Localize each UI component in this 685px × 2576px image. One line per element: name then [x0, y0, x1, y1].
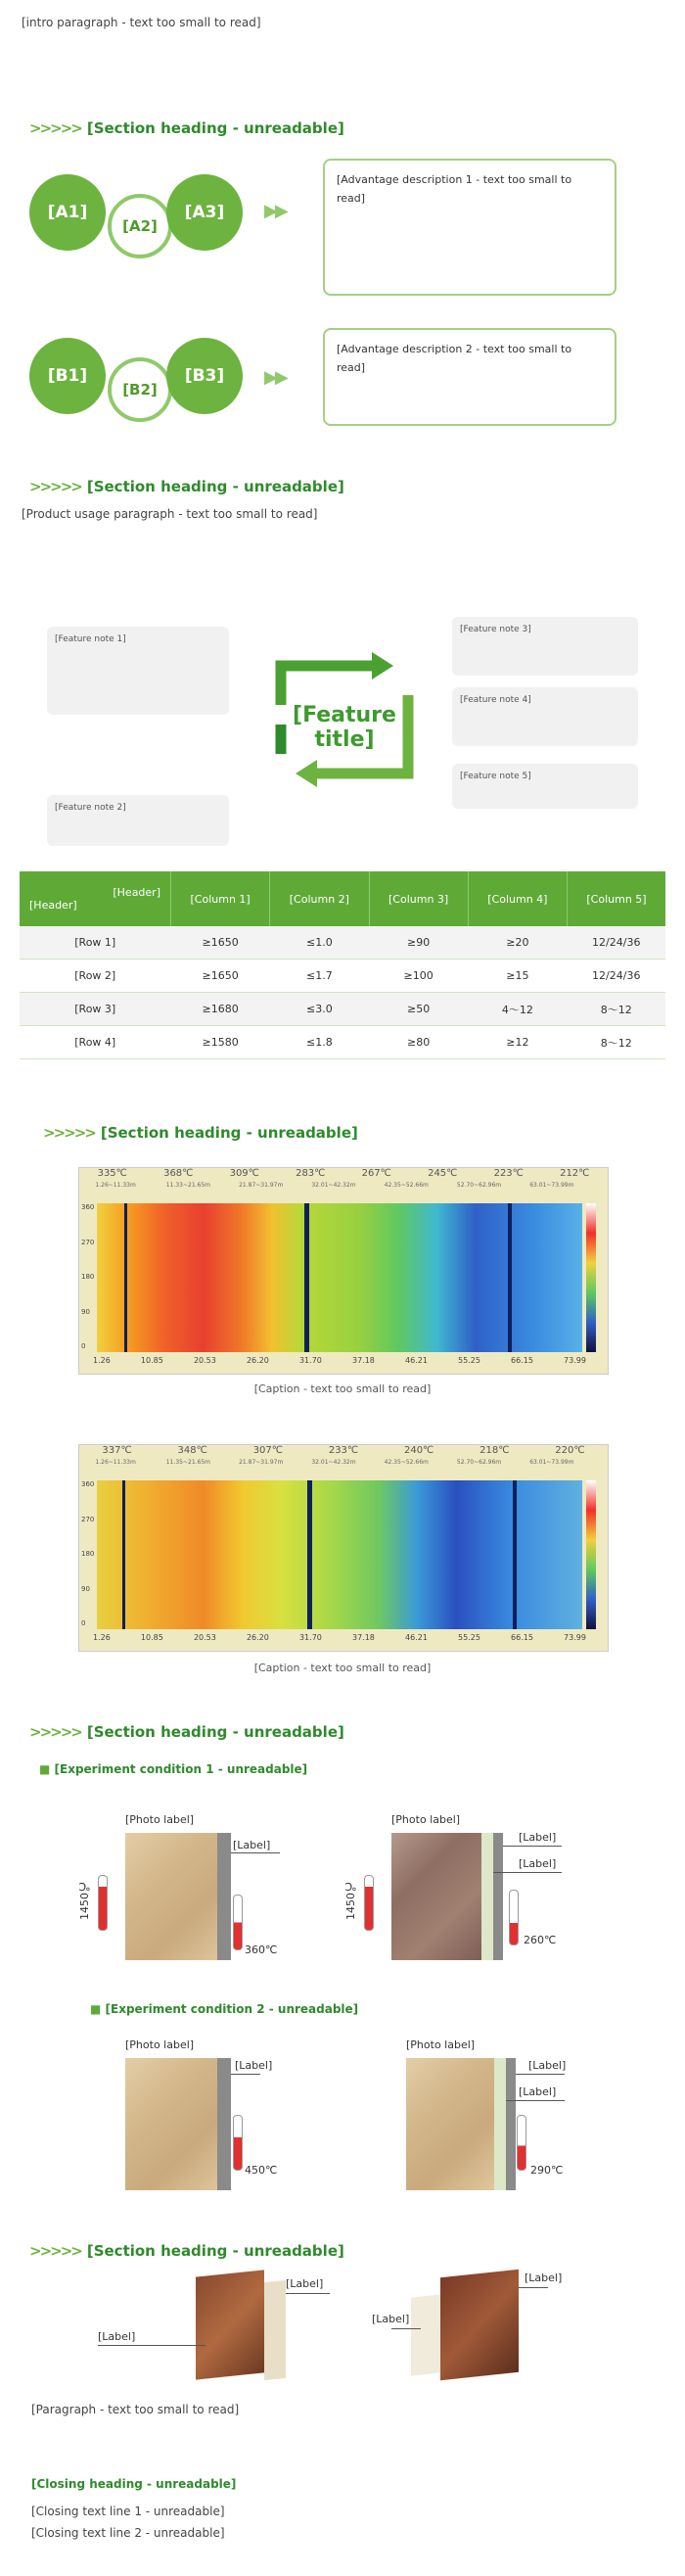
x-tick: 20.53 — [193, 1633, 216, 1642]
intro-paragraph: [intro paragraph - text too small to read] — [22, 16, 261, 29]
y-tick: 0 — [81, 1619, 86, 1627]
scan-ranges — [79, 1459, 588, 1466]
circle-mid-2: [B2] — [108, 357, 172, 422]
column-header: [Column 4] — [468, 871, 567, 926]
table-cell: ≥100 — [369, 960, 468, 993]
scan-range: 52.70~62.96m — [456, 1182, 502, 1189]
chevron-icon: >>>>> — [29, 1723, 81, 1741]
table-cell: [Row 1] — [20, 926, 171, 960]
label-shell: [Label] — [233, 1839, 271, 1851]
leader-line — [516, 2074, 565, 2075]
table-header-row — [20, 871, 665, 926]
table-cell: ≥50 — [369, 993, 468, 1026]
x-tick: 31.70 — [298, 1633, 322, 1642]
thermometer-icon — [364, 1875, 374, 1931]
circle-left-2: [B1] — [29, 338, 106, 414]
label-insulation: [Label] — [519, 2085, 557, 2098]
thermal-scan-2 — [78, 1444, 609, 1652]
shell-layer — [506, 2058, 516, 2190]
scan-caption-1: [Caption - text too small to read] — [253, 1382, 432, 1395]
feature-note-3: [Feature note 3] — [452, 617, 638, 676]
y-tick: 360 — [81, 1480, 95, 1488]
x-tick: 10.85 — [140, 1633, 163, 1642]
table-corner — [20, 871, 171, 926]
table-cell: ≤3.0 — [270, 993, 369, 1026]
section-title-text: [Section heading - unreadable] — [86, 2242, 344, 2260]
label-insulation: [Label] — [519, 1857, 557, 1870]
exp2-paragraph: [Paragraph - text too small to read] — [31, 2403, 240, 2416]
feature-note-1: [Feature note 1] — [47, 627, 229, 715]
circle-left-1: [A1] — [29, 174, 106, 251]
table-cell: ≥20 — [468, 926, 567, 960]
label-brick: [Label] — [525, 2272, 563, 2284]
advantage-box-1: [Advantage description 1 - text too small to read] — [323, 159, 616, 296]
table-cell: 8～12 — [568, 993, 666, 1026]
scan-y-axis — [81, 1203, 95, 1350]
section-title-advantages — [29, 119, 344, 137]
scan-temp: 220℃ — [555, 1445, 585, 1456]
temp-in-b: 1450℃ — [344, 1880, 357, 1920]
scan-temp: 307℃ — [252, 1445, 284, 1456]
shell-layer — [217, 1833, 231, 1960]
temp-out-c: 450℃ — [245, 2164, 278, 2177]
scan-caption-2: [Caption - text too small to read] — [253, 1662, 432, 1674]
usage-paragraph: [Product usage paragraph - text too small to read] — [22, 507, 318, 521]
column-header: [Column 1] — [171, 871, 270, 926]
exp-condition-text: [Experiment condition 1 - unreadable] — [54, 1762, 308, 1776]
y-tick: 180 — [81, 1273, 95, 1281]
spec-table — [20, 871, 665, 1059]
insulation-layer — [481, 1833, 493, 1960]
scan-y-axis — [81, 1480, 95, 1627]
circle-right-1: [A3] — [166, 174, 243, 251]
leader-line — [98, 2345, 206, 2346]
scan-range: 32.01~42.32m — [311, 1182, 356, 1189]
section-title-text: [Section heading - unreadable] — [86, 478, 344, 495]
scan-temp: 240℃ — [403, 1445, 434, 1456]
table-cell: ≥1650 — [171, 926, 270, 960]
scan-temp: 368℃ — [163, 1168, 194, 1179]
x-tick: 37.18 — [351, 1633, 375, 1642]
x-tick: 73.99 — [564, 1356, 586, 1365]
table-cell: 8～12 — [568, 1026, 666, 1059]
label-shell: [Label] — [528, 2059, 567, 2072]
x-tick: 37.18 — [351, 1356, 375, 1365]
x-tick: 10.85 — [140, 1356, 163, 1365]
section-title-text: [Section heading - unreadable] — [86, 119, 344, 137]
composite-brick-photo — [196, 2270, 264, 2379]
shell-layer — [217, 2058, 231, 2190]
table-cell: 12/24/36 — [568, 926, 666, 960]
photo-d — [406, 2058, 494, 2190]
exp-condition-1 — [39, 1762, 307, 1776]
scan-range: 42.35~52.66m — [384, 1182, 429, 1189]
table-cell: 4～12 — [468, 993, 567, 1026]
closing-line-2: [Closing text line 2 - unreadable] — [31, 2526, 225, 2540]
scan-temp: 233℃ — [328, 1445, 359, 1456]
x-tick: 46.21 — [405, 1356, 428, 1365]
feature-note-2: [Feature note 2] — [47, 795, 229, 846]
leader-line — [286, 2293, 330, 2294]
section-title-temp — [43, 1124, 358, 1142]
x-tick: 55.25 — [458, 1356, 480, 1365]
table-row — [20, 993, 665, 1026]
scan-range: 1.26~11.33m — [95, 1459, 136, 1466]
shell-layer — [493, 1833, 503, 1960]
photo-b — [391, 1833, 481, 1960]
temp-in-a: 1450℃ — [78, 1880, 91, 1920]
table-cell: ≥1580 — [171, 1026, 270, 1059]
scan-temp: 348℃ — [177, 1445, 207, 1456]
scan-temp: 245℃ — [428, 1168, 458, 1179]
scan-range: 63.01~73.99m — [529, 1459, 574, 1466]
table-cell: [Row 2] — [20, 960, 171, 993]
photo-d-title: [Photo label] — [406, 2038, 476, 2051]
label-shell: [Label] — [519, 1831, 557, 1844]
x-tick: 73.99 — [564, 1633, 586, 1642]
circle-mid-1: [A2] — [108, 194, 172, 258]
y-tick: 0 — [81, 1342, 86, 1350]
scan-range: 11.33~21.65m — [165, 1182, 211, 1189]
closing-title: [Closing heading - unreadable] — [31, 2477, 237, 2491]
table-row — [20, 926, 665, 960]
temp-out-a: 360℃ — [245, 1944, 278, 1956]
chevron-icon: >>>>> — [29, 2242, 81, 2260]
chevron-icon: >>>>> — [29, 119, 81, 137]
scan-heatmap — [97, 1203, 582, 1352]
column-header: [Column 2] — [270, 871, 369, 926]
scan-range: 32.01~42.32m — [311, 1459, 356, 1466]
exp-condition-2 — [90, 2002, 358, 2016]
section-title-text: [Section heading - unreadable] — [86, 1723, 344, 1741]
y-tick: 180 — [81, 1550, 95, 1558]
table-cell: ≥1650 — [171, 960, 270, 993]
table-cell: ≥80 — [369, 1026, 468, 1059]
x-tick: 26.20 — [246, 1633, 269, 1642]
x-tick: 26.20 — [246, 1356, 269, 1365]
scan-stripe — [122, 1480, 125, 1629]
photo-c — [125, 2058, 225, 2190]
y-tick: 270 — [81, 1515, 95, 1523]
square-bullet-icon: ■ — [90, 2002, 106, 2016]
thermometer-icon — [233, 2115, 243, 2171]
scan-ranges — [79, 1182, 588, 1189]
scan-x-axis — [93, 1356, 586, 1365]
column-header: [Column 3] — [369, 871, 468, 926]
x-tick: 1.26 — [93, 1633, 111, 1642]
temp-out-d: 290℃ — [530, 2164, 564, 2177]
feature-note-5: [Feature note 5] — [452, 764, 638, 809]
table-cell: [Row 4] — [20, 1026, 171, 1059]
scan-stripe — [124, 1203, 127, 1352]
scan-temp: 309℃ — [229, 1168, 259, 1179]
y-tick: 90 — [81, 1307, 90, 1316]
table-cell: [Row 3] — [20, 993, 171, 1026]
leader-line — [503, 1846, 562, 1847]
y-tick: 360 — [81, 1203, 95, 1211]
feature-note-4: [Feature note 4] — [452, 687, 638, 746]
closing-line-1: [Closing text line 1 - unreadable] — [31, 2505, 225, 2518]
section-title-exp1 — [29, 1723, 344, 1741]
table-row — [20, 960, 665, 993]
leader-line — [519, 2287, 548, 2288]
x-tick: 66.15 — [511, 1356, 533, 1365]
section-title-exp2 — [29, 2242, 344, 2260]
scan-temp: 337℃ — [102, 1445, 132, 1456]
table-cell: ≥90 — [369, 926, 468, 960]
scan-range: 52.70~62.96m — [456, 1459, 502, 1466]
section-title-usage — [29, 478, 344, 495]
x-tick: 20.53 — [193, 1356, 216, 1365]
scan-range: 21.87~31.97m — [239, 1182, 284, 1189]
table-cell: ≤1.8 — [270, 1026, 369, 1059]
insulation-block — [411, 2294, 440, 2375]
y-tick: 90 — [81, 1584, 90, 1593]
photo-c-title: [Photo label] — [125, 2038, 195, 2051]
insulation-layer — [494, 2058, 506, 2190]
x-tick: 46.21 — [405, 1633, 428, 1642]
label-insulation-left: [Label] — [98, 2330, 136, 2343]
table-cell: 12/24/36 — [568, 960, 666, 993]
brick-photo — [440, 2270, 519, 2380]
scan-temp: 335℃ — [97, 1168, 127, 1179]
label-work-layer: [Label] — [286, 2277, 324, 2290]
feature-title: [Feature title] — [293, 703, 396, 752]
scan-temp: 283℃ — [296, 1168, 326, 1179]
scan-range: 1.26~11.33m — [95, 1182, 136, 1189]
square-bullet-icon: ■ — [39, 1762, 55, 1776]
label-shell: [Label] — [235, 2059, 273, 2072]
photo-b-title: [Photo label] — [391, 1813, 461, 1826]
leader-line — [231, 2074, 260, 2075]
thermometer-icon — [509, 1890, 519, 1945]
x-tick: 55.25 — [458, 1633, 480, 1642]
advantage-box-2: [Advantage description 2 - text too small to read] — [323, 328, 616, 426]
table-cell: ≥12 — [468, 1026, 567, 1059]
temp-out-b: 260℃ — [524, 1934, 557, 1946]
y-tick: 270 — [81, 1238, 95, 1246]
arrow-icon: ▶▶ — [264, 367, 286, 388]
chevron-icon: >>>>> — [29, 478, 81, 495]
photo-a-title: [Photo label] — [125, 1813, 195, 1826]
table-cell: ≤1.7 — [270, 960, 369, 993]
scan-x-axis — [93, 1633, 586, 1642]
scan-range: 63.01~73.99m — [529, 1182, 574, 1189]
scan-temp: 212℃ — [560, 1168, 590, 1179]
arrow-icon: ▶▶ — [264, 201, 286, 221]
column-header: [Column 5] — [568, 871, 666, 926]
scan-stripe — [304, 1203, 309, 1352]
scan-color-scale — [586, 1203, 596, 1352]
section-title-text: [Section heading - unreadable] — [100, 1124, 358, 1142]
thermometer-icon — [233, 1895, 243, 1950]
scan-range: 11.35~21.65m — [165, 1459, 211, 1466]
table-cell: ≤1.0 — [270, 926, 369, 960]
scan-temp: 223℃ — [493, 1168, 524, 1179]
x-tick: 66.15 — [511, 1633, 533, 1642]
corner-top-label: [Header] — [113, 886, 160, 899]
leader-line — [391, 2328, 421, 2329]
table-cell: ≥15 — [468, 960, 567, 993]
composite-work-layer — [264, 2280, 286, 2380]
leader-line — [231, 1852, 280, 1853]
chevron-icon: >>>>> — [43, 1124, 95, 1142]
leader-line — [506, 2100, 565, 2101]
table-cell: ≥1680 — [171, 993, 270, 1026]
label-insulation-right: [Label] — [372, 2313, 410, 2325]
circle-right-2: [B3] — [166, 338, 243, 414]
scan-range: 21.87~31.97m — [239, 1459, 284, 1466]
scan-stripe — [513, 1480, 517, 1629]
thermal-scan-1 — [78, 1167, 609, 1375]
scan-stripe — [508, 1203, 512, 1352]
table-row — [20, 1026, 665, 1059]
scan-range: 42.35~52.66m — [384, 1459, 429, 1466]
corner-bottom-label: [Header] — [29, 899, 77, 912]
scan-heatmap — [97, 1480, 582, 1629]
thermometer-icon — [98, 1875, 108, 1931]
x-tick: 1.26 — [93, 1356, 111, 1365]
exp-condition-text: [Experiment condition 2 - unreadable] — [105, 2002, 359, 2016]
scan-temp: 267℃ — [361, 1168, 391, 1179]
photo-a — [125, 1833, 225, 1960]
scan-stripe — [307, 1480, 312, 1629]
x-tick: 31.70 — [298, 1356, 322, 1365]
scan-temp: 218℃ — [480, 1445, 510, 1456]
thermometer-icon — [517, 2115, 526, 2171]
leader-line — [493, 1872, 562, 1873]
scan-color-scale — [586, 1480, 596, 1629]
